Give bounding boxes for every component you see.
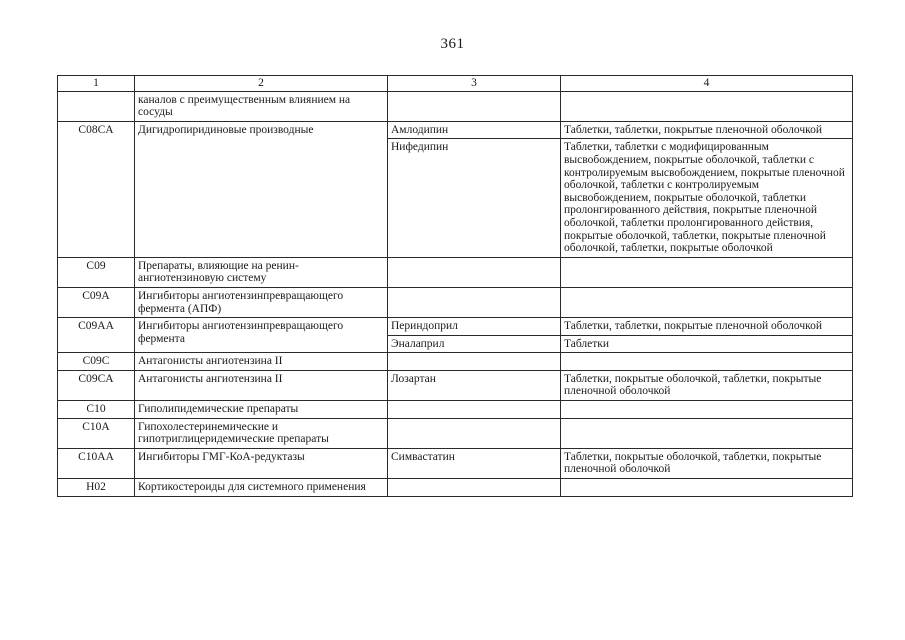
dosage-form-cell [561,401,853,419]
dosage-form-cell: Таблетки, покрытые оболочкой, таблетки, покрытые пленочной оболочкой [561,448,853,478]
atc-code-cell: C10A [58,418,135,448]
table-row [58,448,853,478]
drug-group-cell: Ингибиторы ГМГ-КоА-редуктазы [135,448,388,478]
table-row [58,370,853,400]
atc-code-cell: C10AA [58,448,135,478]
drug-group-cell: Дигидропиридиновые производные [135,121,388,257]
dosage-form-cell [561,287,853,317]
atc-code-cell: C09 [58,257,135,287]
dosage-form-cell: Таблетки, покрытые оболочкой, таблетки, покрытые пленочной оболочкой [561,370,853,400]
dosage-form-cell: Таблетки, таблетки, покрытые пленочной оболочкой [561,121,853,139]
atc-code-cell: C09AA [58,318,135,353]
drug-name-cell: Эналаприл [388,335,561,353]
drug-name-cell [388,353,561,371]
drug-name-cell [388,91,561,121]
drug-group-cell: Кортикостероиды для системного применения [135,479,388,497]
table-row [58,257,853,287]
table-row [58,318,853,336]
table-header [58,76,853,92]
atc-code-cell: C09A [58,287,135,317]
drug-name-cell: Лозартан [388,370,561,400]
drug-name-cell [388,479,561,497]
table-row [58,401,853,419]
atc-code-cell: C10 [58,401,135,419]
drug-name-cell [388,401,561,419]
page-number: 361 [440,36,465,52]
column-header-4: 4 [561,76,853,92]
column-header-2: 2 [135,76,388,92]
atc-code-cell: C09CA [58,370,135,400]
table-row [58,479,853,497]
table-body [58,91,853,496]
dosage-form-cell [561,353,853,371]
table-row [58,91,853,121]
atc-code-cell: H02 [58,479,135,497]
drug-name-cell [388,418,561,448]
atc-code-cell: C09C [58,353,135,371]
dosage-form-cell: Таблетки [561,335,853,353]
drug-group-cell: каналов с преимущественным влиянием на сосуды [135,91,388,121]
atc-code-cell [58,91,135,121]
drug-name-cell: Амлодипин [388,121,561,139]
table-row [58,418,853,448]
column-header-3: 3 [388,76,561,92]
drug-group-cell: Гипохолестеринемические и гипотриглицеридемические препараты [135,418,388,448]
table-row [58,353,853,371]
drug-group-cell: Антагонисты ангиотензина II [135,370,388,400]
column-header-1: 1 [58,76,135,92]
drug-group-cell: Гиполипидемические препараты [135,401,388,419]
drug-group-cell: Ингибиторы ангиотензинпревращающего фермента (АПФ) [135,287,388,317]
dosage-form-cell [561,257,853,287]
drug-name-cell [388,287,561,317]
atc-code-cell: C08CA [58,121,135,257]
drug-name-cell: Нифедипин [388,139,561,257]
table-row [58,121,853,139]
dosage-form-cell: Таблетки, таблетки, покрытые пленочной оболочкой [561,318,853,336]
drug-group-cell: Антагонисты ангиотензина II [135,353,388,371]
header-row [58,76,853,92]
drug-table [57,75,853,497]
dosage-form-cell [561,418,853,448]
drug-group-cell: Препараты, влияющие на ренин-ангиотензиновую систему [135,257,388,287]
drug-group-cell: Ингибиторы ангиотензинпревращающего фермента [135,318,388,353]
table-row [58,287,853,317]
dosage-form-cell [561,479,853,497]
dosage-form-cell [561,91,853,121]
drug-name-cell [388,257,561,287]
drug-name-cell: Периндоприл [388,318,561,336]
dosage-form-cell: Таблетки, таблетки с модифицированным высвобождением, покрытые оболочкой, таблетки с контролируемым высвобождением, покрытые пленочной оболочкой, таблетки с контролируемым высвобождением, покрытые оболочкой, таблетки пролонгированного действия, покрытые пленочной оболочкой, таблетки пролонгированного действия, покрытые оболочкой, таблетки, покрытые пленочной оболочкой, таблетки, покрытые оболочкой [561,139,853,257]
drug-name-cell: Симвастатин [388,448,561,478]
